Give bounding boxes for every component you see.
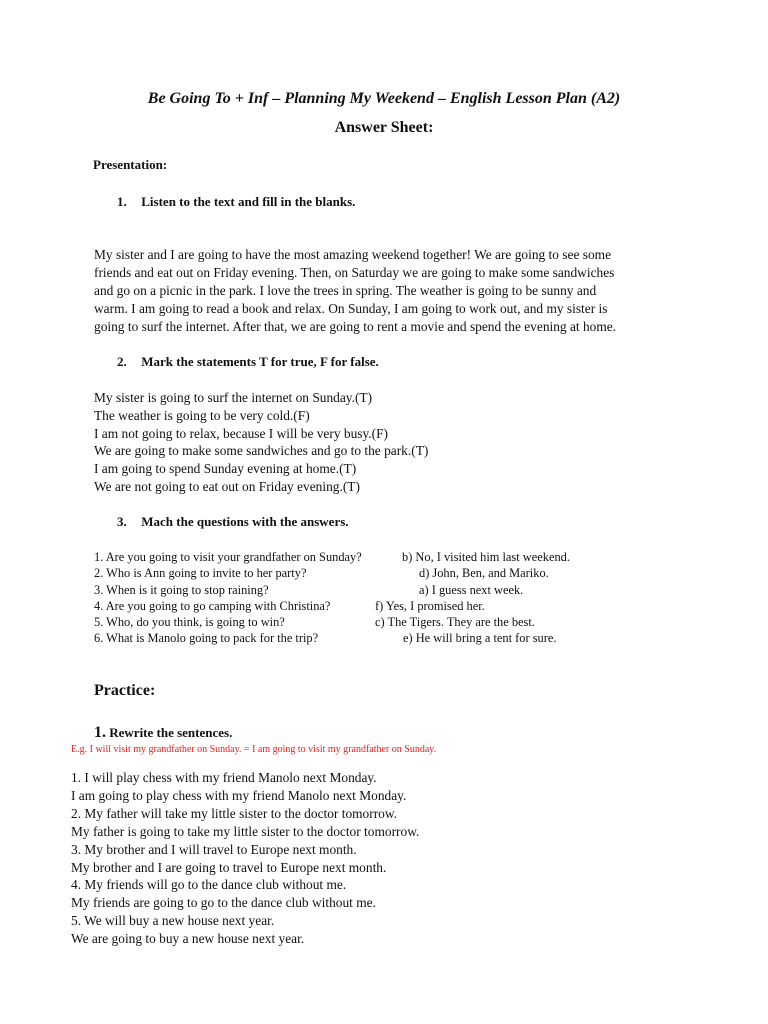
document-subtitle: Answer Sheet: bbox=[334, 119, 434, 136]
rewrite-line: 2. My father will take my little sister to the doctor tomorrow. bbox=[71, 805, 398, 821]
match-question: 2. Who is Ann going to invite to her party? bbox=[94, 566, 307, 581]
match-answer: a) I guess next week. bbox=[419, 582, 524, 597]
match-answer: b) No, I visited him last weekend. bbox=[402, 550, 570, 564]
example-sentence: E.g. I will visit my grandfather on Sunday. = I am going to visit my grandfather on Sunday. bbox=[71, 744, 437, 755]
match-answer: e) He will bring a tent for sure. bbox=[403, 631, 557, 646]
rewrite-line: My father is going to take my little sister to the doctor tomorrow. bbox=[71, 823, 420, 839]
task3-number: 3. bbox=[117, 514, 127, 529]
listening-text-line: and go on a picnic in the park. I love the trees in spring. The weather is going to be sunny and bbox=[94, 283, 597, 298]
task2-number: 2. bbox=[117, 354, 127, 369]
match-list bbox=[94, 549, 694, 647]
match-row bbox=[94, 582, 694, 598]
rewrite-line: We are going to buy a new house next year. bbox=[71, 931, 305, 947]
listening-text-line: warm. I am going to read a book and relax. On Sunday, I am going to work out, and my sister is bbox=[94, 301, 608, 316]
match-row bbox=[94, 598, 694, 614]
rewrite-line: My brother and I are going to travel to Europe next month. bbox=[71, 859, 387, 875]
rewrite-list bbox=[71, 769, 419, 948]
match-question: 6. What is Manolo going to pack for the trip? bbox=[94, 631, 319, 646]
statement-item: My sister is going to surf the internet on Sunday.(T) bbox=[94, 390, 373, 405]
rewrite-line: 1. I will play chess with my friend Manolo next Monday. bbox=[71, 770, 377, 785]
task3-heading-text: Mach the questions with the answers. bbox=[141, 514, 349, 529]
statement-item: I am going to spend Sunday evening at home.(T) bbox=[94, 461, 357, 477]
rewrite-line: 3. My brother and I will travel to Europe next month. bbox=[71, 841, 357, 857]
match-question: 3. When is it going to stop raining? bbox=[94, 582, 269, 597]
listening-text bbox=[94, 246, 694, 336]
listening-text-line: My sister and I are going to have the most amazing weekend together! We are going to see some bbox=[94, 247, 612, 262]
match-answer: d) John, Ben, and Mariko. bbox=[419, 566, 549, 581]
task1-number: 1. bbox=[117, 194, 127, 209]
statement-item: The weather is going to be very cold.(F) bbox=[94, 407, 310, 423]
listening-text-line: friends and eat out on Friday evening. Then, on Saturday we are going to make some sandwiches bbox=[94, 265, 615, 280]
listening-text-line: going to surf the internet. After that, we are going to rent a movie and spend the evening at home. bbox=[94, 319, 617, 334]
statement-item: I am not going to relax, because I will be very busy.(F) bbox=[94, 425, 389, 441]
match-answer: f) Yes, I promised her. bbox=[375, 598, 485, 613]
match-row bbox=[94, 549, 694, 565]
rewrite-line: 4. My friends will go to the dance club without me. bbox=[71, 877, 347, 893]
practice-heading: Practice: bbox=[94, 682, 156, 699]
match-answer: c) The Tigers. They are the best. bbox=[375, 615, 535, 630]
statement-item: We are not going to eat out on Friday evening.(T) bbox=[94, 478, 360, 494]
match-question: 4. Are you going to go camping with Christina? bbox=[94, 598, 331, 613]
task2-heading bbox=[117, 354, 379, 370]
document-title: Be Going To + Inf – Planning My Weekend – English Lesson Plan (A2) bbox=[147, 90, 621, 107]
match-question: 1. Are you going to visit your grandfather on Sunday? bbox=[94, 550, 362, 564]
statement-item: We are going to make some sandwiches and go to the park.(T) bbox=[94, 443, 429, 459]
match-question: 5. Who, do you think, is going to win? bbox=[94, 615, 285, 630]
task1-heading-text: Listen to the text and fill in the blanks. bbox=[141, 194, 356, 209]
statement-list bbox=[94, 389, 428, 496]
match-row bbox=[94, 614, 694, 630]
task3-heading bbox=[117, 514, 349, 530]
rewrite-heading bbox=[94, 724, 232, 742]
rewrite-line: My friends are going to go to the dance club without me. bbox=[71, 895, 376, 911]
rewrite-line: I am going to play chess with my friend Manolo next Monday. bbox=[71, 787, 407, 803]
rewrite-heading-text: Rewrite the sentences. bbox=[109, 725, 233, 740]
task1-heading bbox=[117, 194, 355, 210]
match-row bbox=[94, 565, 694, 581]
rewrite-line: 5. We will buy a new house next year. bbox=[71, 913, 275, 929]
task2-heading-text: Mark the statements T for true, F for false. bbox=[141, 354, 379, 369]
match-row bbox=[94, 630, 694, 646]
presentation-heading: Presentation: bbox=[93, 157, 168, 172]
rewrite-number: 1. bbox=[94, 724, 106, 741]
